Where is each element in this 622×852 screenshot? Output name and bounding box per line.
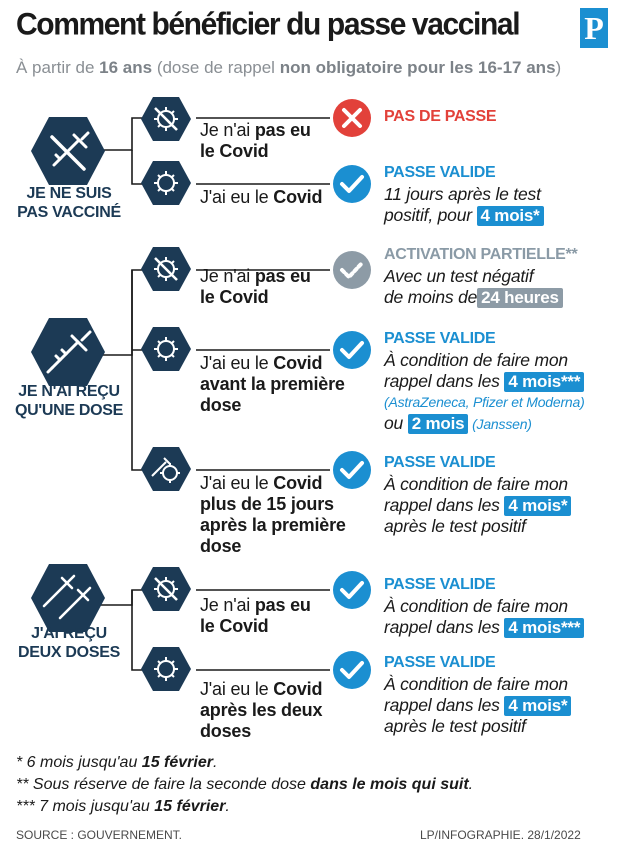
result-title-6: PASSE VALIDE — [384, 654, 496, 671]
duration-pill: 4 mois*** — [504, 372, 584, 392]
subtitle-bold: non obligatoire pour les 16-17 ans — [279, 58, 556, 77]
condition-3: J'ai eu le Covid avant la première dose — [200, 353, 345, 415]
page-title: Comment bénéficier du passe vaccinal — [16, 7, 520, 42]
duration-pill: 4 mois* — [504, 696, 571, 716]
result-text-2: Avec un test négatif de moins de 24 heures — [384, 266, 616, 308]
condition-0: Je n'ai pas eu le Covid — [200, 120, 311, 161]
result-text-5: À condition de faire mon rappel dans les 4 mois*** — [384, 596, 616, 638]
duration-pill: 4 mois*** — [504, 618, 584, 638]
result-title-0: PAS DE PASSE — [384, 108, 497, 125]
subtitle: À partir de 16 ans (dose de rappel non obligatoire pour les 16-17 ans) — [16, 58, 562, 77]
virus-icon — [140, 326, 192, 372]
result-title-2: ACTIVATION PARTIELLE** — [384, 246, 578, 263]
check-icon — [332, 330, 372, 370]
check-icon — [332, 650, 372, 690]
footnote: *** 7 mois jusqu'au 15 février. — [16, 798, 230, 815]
result-text-1: 11 jours après le test positif, pour 4 mois* — [384, 184, 616, 226]
check-icon — [332, 570, 372, 610]
duration-pill: 2 mois — [408, 414, 469, 434]
syringe-icon — [30, 316, 106, 388]
condition-5: Je n'ai pas eu le Covid — [200, 595, 311, 636]
crossed-virus-icon — [140, 246, 192, 292]
cross-icon — [332, 98, 372, 138]
virus-icon — [140, 160, 192, 206]
group-icon-not-vaccinated — [30, 115, 106, 187]
result-title-3: PASSE VALIDE — [384, 330, 496, 347]
condition-6: J'ai eu le Covid après les deux doses — [200, 679, 323, 741]
result-title-5: PASSE VALIDE — [384, 576, 496, 593]
result-text-6: À condition de faire mon rappel dans les 4 mois* après le test positif — [384, 674, 616, 737]
crossed-syringe-icon — [30, 115, 106, 187]
check-icon — [332, 450, 372, 490]
check-icon — [332, 164, 372, 204]
duration-pill: 4 mois* — [504, 496, 571, 516]
group-label-two-doses: J'AI REÇU DEUX DOSES — [18, 625, 120, 661]
result-title-4: PASSE VALIDE — [384, 454, 496, 471]
condition-4: J'ai eu le Covid plus de 15 jours après la première dose — [200, 473, 346, 556]
le-parisien-logo: P — [580, 8, 608, 48]
crossed-virus-icon — [140, 96, 192, 142]
subtitle-age: 16 ans — [99, 58, 153, 77]
group-label-one-dose: JE N'AI REÇU QU'UNE DOSE — [14, 383, 124, 419]
condition-1: J'ai eu le Covid — [200, 187, 323, 207]
virus-icon — [140, 646, 192, 692]
result-title-1: PASSE VALIDE — [384, 164, 496, 181]
source-text: SOURCE : GOUVERNEMENT. — [16, 828, 183, 842]
group-icon-one-dose — [30, 316, 106, 388]
condition-2: Je n'ai pas eu le Covid — [200, 266, 311, 307]
credit-text: LP/INFOGRAPHIE. 28/1/2022 — [420, 828, 581, 842]
duration-pill: 24 heures — [477, 288, 563, 308]
duration-pill: 4 mois* — [477, 206, 544, 226]
footnote: * 6 mois jusqu'au 15 février. — [16, 754, 218, 771]
result-text-4: À condition de faire mon rappel dans les 4 mois* après le test positif — [384, 474, 616, 537]
crossed-virus-icon — [140, 566, 192, 612]
footnote: ** Sous réserve de faire la seconde dose dans le mois qui suit. — [16, 776, 474, 793]
group-label-not-vaccinated: JE NE SUIS PAS VACCINÉ — [17, 185, 121, 221]
syringe-virus-icon — [140, 446, 192, 492]
result-text-3: À condition de faire mon rappel dans les 4 mois*** (AstraZeneca, Pfizer et Moderna) ou 2 mois (Janssen) — [384, 350, 585, 433]
footnotes — [16, 752, 473, 818]
partial-check-icon — [332, 250, 372, 290]
